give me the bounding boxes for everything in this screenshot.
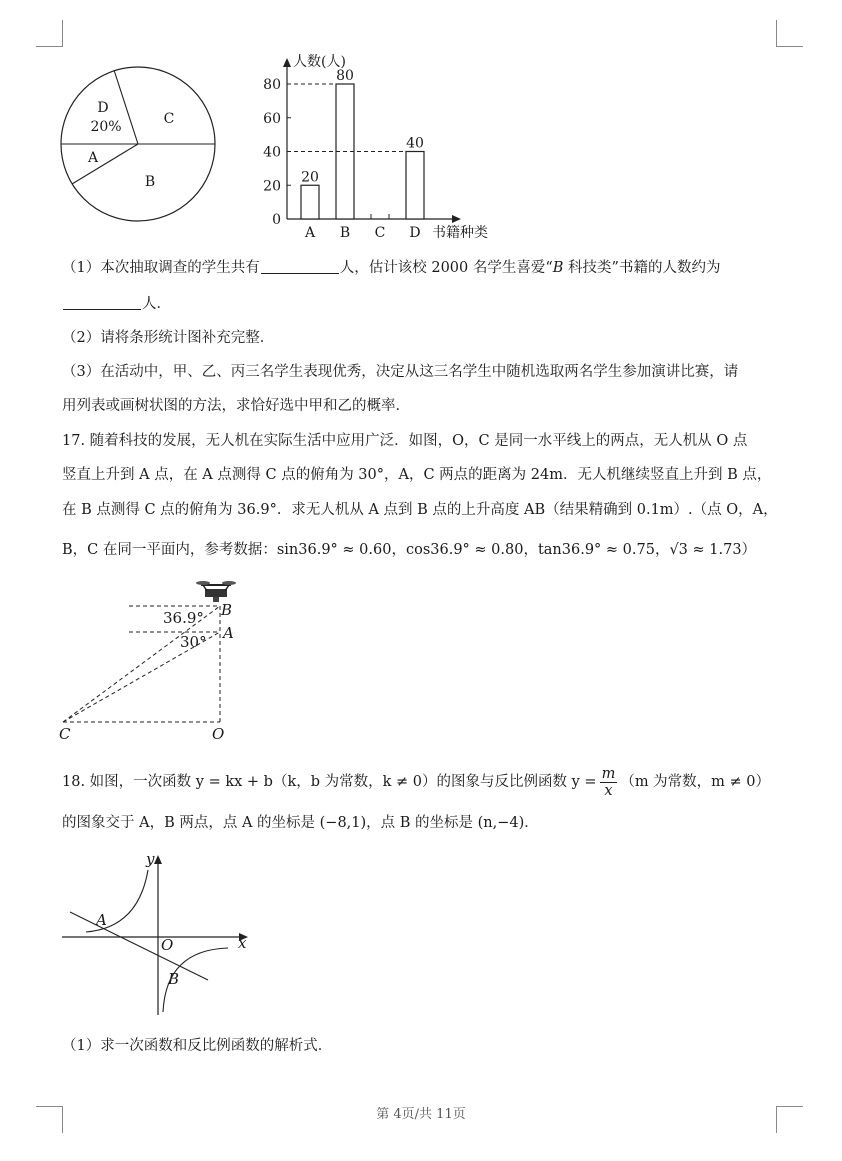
pie-percent-d: 20% xyxy=(90,119,122,135)
y-tick-label: 0 xyxy=(272,212,281,228)
angle-label-a: 30° xyxy=(180,633,207,651)
axis-label-x: x xyxy=(238,934,247,952)
pie-chart xyxy=(58,64,220,224)
drone-icon xyxy=(196,581,236,602)
answer-blank-total[interactable] xyxy=(261,259,339,274)
bar-value-label: 20 xyxy=(301,169,319,186)
angle-label-b: 36.9° xyxy=(163,609,204,627)
x-axis-arrow xyxy=(452,215,461,223)
bar-value-label: 40 xyxy=(406,135,424,152)
crop-mark-top-right xyxy=(776,20,803,47)
q18-line1: 18. 如图，一次函数 y = kx + b（k，b 为常数，k ≠ 0）的图象与反比例函数 y = $\frac{m}{x}$ （m 为常数，m ≠ 0） xyxy=(62,765,771,799)
crop-mark-top-left xyxy=(36,20,63,47)
pie-label-c: C xyxy=(163,111,175,127)
q18-part1: （1）求一次函数和反比例函数的解析式． xyxy=(62,1038,333,1054)
pie-label-d: D xyxy=(97,100,109,116)
point-b: B xyxy=(221,601,233,619)
q17-line4: B，C 在同一平面内，参考数据：sin36.9° ≈ 0.60，cos36.9° ≈ 0.80，tan36.9° ≈ 0.75，√3 ≈ 1.73） xyxy=(62,542,757,558)
q18-figure xyxy=(58,850,258,1020)
point-b-label: B xyxy=(168,970,180,988)
x-tick-label: C xyxy=(374,225,386,241)
bar-chart xyxy=(250,50,500,245)
point-a-label: A xyxy=(96,911,107,929)
y-axis-label: 人数(人) xyxy=(293,54,346,70)
page-footer: 第 4页/共 11页 xyxy=(376,1107,466,1122)
y-axis-arrow xyxy=(283,58,291,67)
y-tick-label: 60 xyxy=(263,110,281,127)
q16-part1-line1: （1）本次抽取调查的学生共有 人，估计该校 2000 名学生喜爱“B 科技类”书籍的人数约为 xyxy=(62,260,721,276)
axis-label-y: y xyxy=(146,850,155,868)
q17-line2: 竖直上升到 A 点，在 A 点测得 C 点的俯角为 30°，A，C 两点的距离为 24m．无人机继续竖直上升到 B 点， xyxy=(62,467,772,483)
pie-label-b: B xyxy=(144,174,156,190)
q16-part2: （2）请将条形统计图补充完整． xyxy=(62,330,275,346)
q18-line2: 的图象交于 A，B 两点，点 A 的坐标是 (−8,1)，点 B 的坐标是 (n,−4)． xyxy=(62,815,539,831)
q17-line1: 17. 随着科技的发展，无人机在实际生活中应用广泛．如图，O，C 是同一水平线上的两点，无人机从 O 点 xyxy=(62,433,748,449)
fraction-m-over-x: $\frac{m}{x}$ xyxy=(601,765,616,799)
x-tick-label: D xyxy=(409,225,421,241)
bar-value-label: 80 xyxy=(336,68,354,84)
y-tick-label: 20 xyxy=(263,178,281,195)
y-tick-label: 80 xyxy=(263,77,281,93)
pie-label-a: A xyxy=(87,150,99,166)
x-tick-label: B xyxy=(339,225,351,241)
bar-a xyxy=(301,185,319,219)
point-c: C xyxy=(59,725,71,743)
q17-line3: 在 B 点测得 C 点的俯角为 36.9°．求无人机从 A 点到 B 点的上升高度 AB（结果精确到 0.1m）.（点 O，A， xyxy=(62,502,778,518)
q16-part3-line1: （3）在活动中，甲、乙、丙三名学生表现优秀，决定从这三名学生中随机选取两名学生参加演讲比赛，请 xyxy=(62,364,739,380)
answer-blank-estimate[interactable] xyxy=(63,295,141,310)
pie-divider-ab xyxy=(72,144,138,184)
q16-part3-line2: 用列表或画树状图的方法，求恰好选中甲和乙的概率． xyxy=(62,398,410,414)
point-o: O xyxy=(212,725,225,743)
bar-d xyxy=(406,152,424,220)
point-a: A xyxy=(223,624,234,642)
q17-figure xyxy=(55,575,245,745)
origin-label: O xyxy=(161,936,174,954)
x-axis-label: 书籍种类 xyxy=(432,225,488,241)
q16-part1-line2: 人． xyxy=(62,294,171,314)
x-tick-label: A xyxy=(304,225,316,241)
y-tick-label: 40 xyxy=(263,144,281,161)
